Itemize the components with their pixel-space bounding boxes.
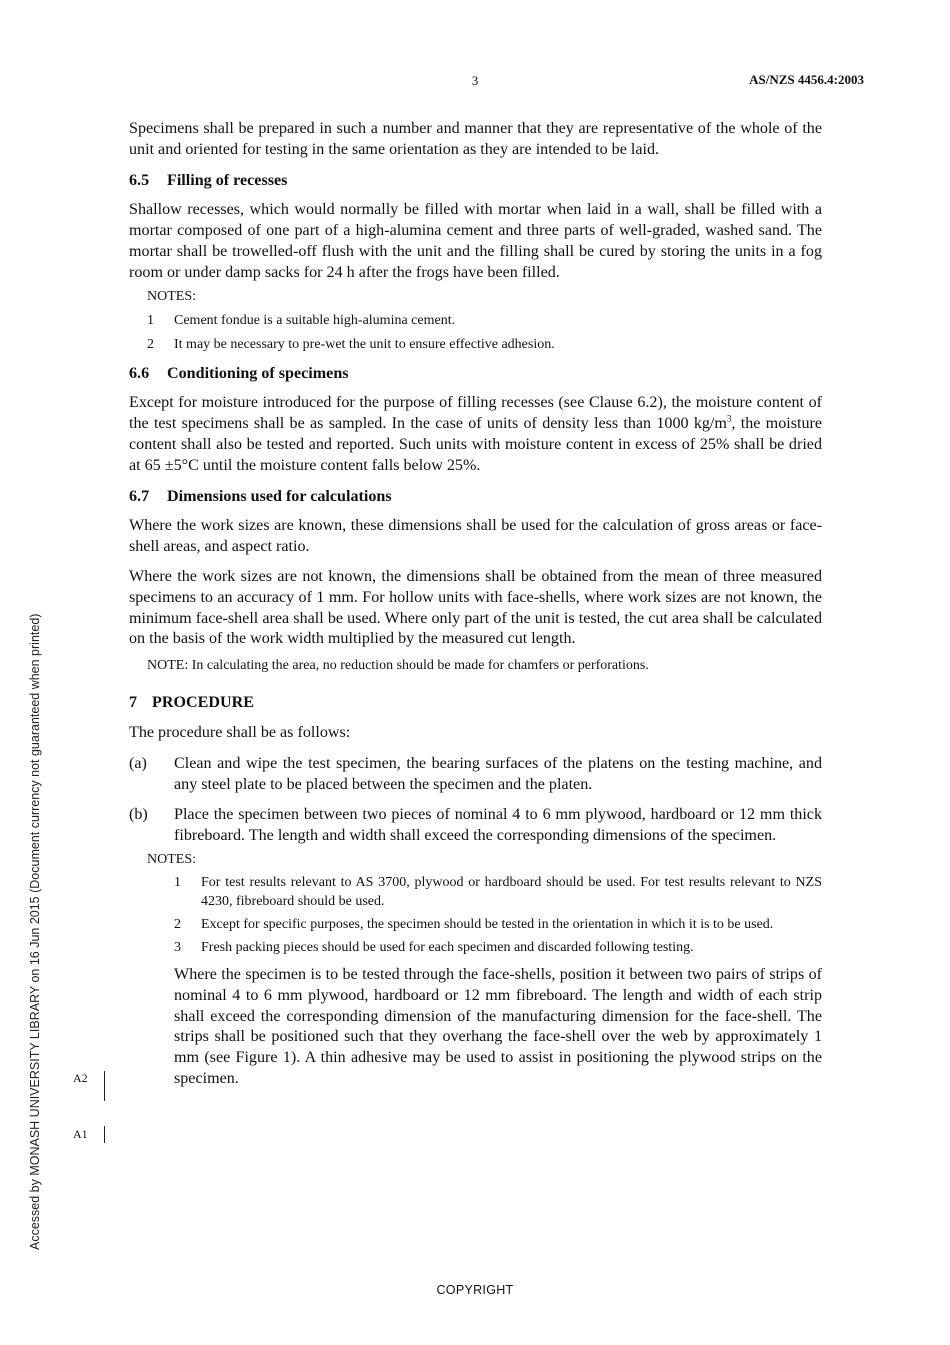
amendment-marker-a1: A1	[73, 1127, 88, 1141]
section-6-7-heading	[129, 487, 822, 508]
notes-label: NOTES:	[147, 288, 196, 304]
item-label: (b)	[129, 806, 148, 824]
amendment-bar-a2	[104, 1071, 105, 1101]
note-number: 1	[174, 874, 181, 890]
paragraph-text: Except for moisture introduced for the purpose of filling recesses (see Clause 6.2), the moisture content of the test specimens shall be as sampled. In the case of units of density less than 1000 kg/m	[129, 394, 822, 433]
section-6-5-heading	[129, 171, 822, 192]
note-item	[129, 938, 822, 957]
copyright-footer: COPYRIGHT	[436, 1283, 514, 1297]
note-text: Fresh packing pieces should be used for each specimen and discarded following testing.	[201, 939, 694, 955]
section-7-heading	[129, 693, 822, 714]
note-text: For test results relevant to AS 3700, plywood or hardboard should be used. For test results relevant to NZS 4230, fibreboard should be used.	[201, 874, 822, 909]
section-6-6-heading	[129, 364, 822, 385]
note-item	[129, 873, 822, 911]
item-label: (a)	[129, 754, 147, 772]
procedure-lead: The procedure shall be as follows:	[129, 723, 351, 741]
intro-paragraph: Specimens shall be prepared in such a number and manner that they are representative of the whole of the unit and oriented for testing in the same orientation as they are intended to be laid.	[129, 120, 822, 158]
procedure-item-b	[129, 805, 822, 847]
section-number: 6.5	[129, 171, 150, 189]
note-number: 1	[147, 312, 154, 328]
amendment-marker-a2: A2	[73, 1071, 88, 1085]
note-text: It may be necessary to pre-wet the unit to ensure effective adhesion.	[174, 336, 555, 352]
section-6-7-paragraph-1: Where the work sizes are known, these dimensions shall be used for the calculation of gross areas or face-shell areas, and aspect ratio.	[129, 517, 822, 556]
section-number: 6.7	[129, 487, 150, 505]
note-text: Except for specific purposes, the specimen should be tested in the orientation in which it is to be used.	[201, 916, 774, 932]
amendment-bar-a1	[104, 1126, 105, 1143]
section-title: PROCEDURE	[152, 694, 254, 712]
access-watermark: Accessed by MONASH UNIVERSITY LIBRARY on 16 Jun 2015 (Document currency not guaranteed when printed)	[28, 613, 42, 1250]
note-item	[129, 335, 822, 354]
notes-label: NOTES:	[147, 851, 196, 867]
note-number: 2	[147, 336, 154, 352]
section-number: 6.6	[129, 364, 150, 382]
section-6-5-paragraph: Shallow recesses, which would normally be filled with mortar when laid in a wall, shall be filled with a mortar composed of one part of a high-alumina cement and three parts of well-graded, washed sand. The mortar shall be trowelled-off flush with the unit and the filling shall be cured by storing the units in a fog room or under damp sacks for 24 h after the frogs have been filled.	[129, 201, 822, 281]
note-item	[129, 311, 822, 330]
item-text: Clean and wipe the test specimen, the bearing surfaces of the platens on the testing machine, and any steel plate to be placed between the specimen and the platen.	[174, 754, 822, 793]
note-text: Cement fondue is a suitable high-alumina cement.	[174, 312, 456, 328]
section-6-6-paragraph	[129, 393, 822, 476]
note-item	[129, 915, 822, 934]
procedure-item-a	[129, 754, 822, 796]
superscript: 3	[726, 413, 732, 424]
section-title: Dimensions used for calculations	[167, 487, 392, 505]
section-number: 7	[129, 694, 138, 712]
section-6-7-note: NOTE: In calculating the area, no reduction should be made for chamfers or perforations.	[147, 658, 649, 674]
item-text: Place the specimen between two pieces of nominal 4 to 6 mm plywood, hardboard or 12 mm thick fibreboard. The length and width shall exceed the corresponding dimensions of the specimen.	[174, 806, 822, 845]
page-number: 3	[471, 73, 479, 88]
face-shell-paragraph: Where the specimen is to be tested through the face-shells, position it between two pairs of strips of nominal 4 to 6 mm plywood, hardboard or 12 mm fibreboard. The length and width of each strip shall exceed the corresponding dimension of the manufacturing dimension for the face-shell. The strips shall be positioned such that they overhang the face-shell over the web by approximately 1 mm (see Figure 1). A thin adhesive may be used to assist in positioning the plywood strips on the specimen.	[174, 965, 822, 1087]
note-number: 2	[174, 916, 181, 932]
document-body	[129, 119, 822, 1090]
section-title: Filling of recesses	[167, 171, 288, 189]
standard-number: AS/NZS 4456.4:2003	[749, 72, 864, 87]
section-title: Conditioning of specimens	[167, 364, 349, 382]
section-6-7-paragraph-2: Where the work sizes are not known, the dimensions shall be obtained from the mean of three measured specimens to an accuracy of 1 mm. For hollow units with face-shells, where work sizes are not known, the minimum face-shell area shall be used. Where only part of the unit is tested, the cut area shall be calculated on the basis of the work width multiplied by the measured cut length.	[129, 567, 822, 648]
note-number: 3	[174, 939, 181, 955]
paragraph-text: , the moisture content shall also be tested and reported. Such units with moisture content in excess of 25% shall be dried at 65 ±5°C until the moisture content falls below 25%.	[129, 415, 823, 474]
